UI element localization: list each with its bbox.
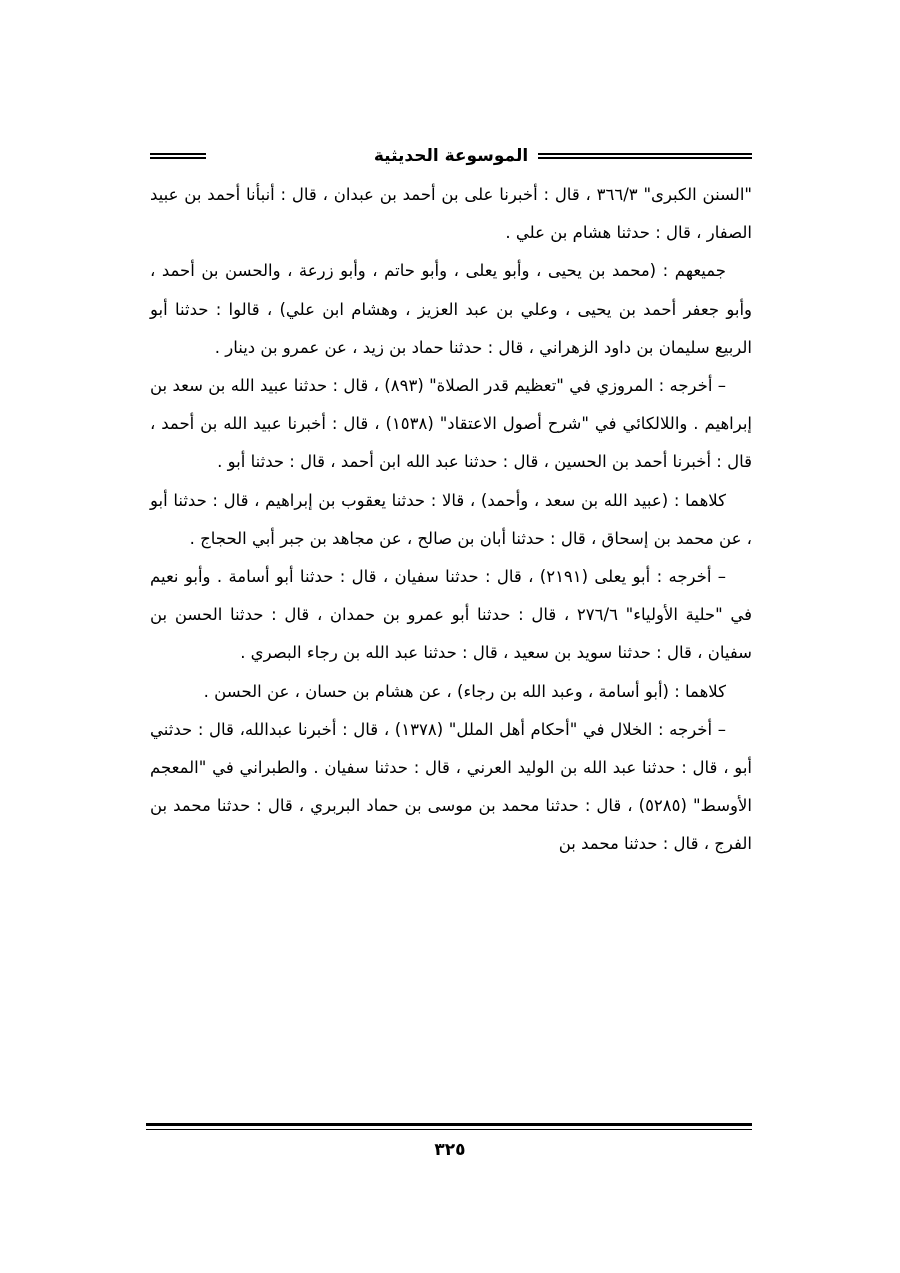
page-header [150, 142, 752, 172]
paragraph: كلاهما : (عبيد الله بن سعد ، وأحمد) ، قالا : حدثنا يعقوب بن إبراهيم ، قال : حدثنا أبو ، عن محمد بن إسحاق ، قال : حدثنا أبان بن صالح ، عن مجاهد بن جبر أبي الحجاج . [150, 490, 752, 548]
paragraph: – أخرجه : الخلال في "أحكام أهل الملل" (١٣٧٨) ، قال : أخبرنا عبدالله، قال : حدثني أبو ، قال : حدثنا عبد الله بن الوليد العرني ، قال : حدثنا سفيان . والطبراني في "المعجم الأوسط" (٥٢٨٥) ، قال : حدثنا محمد بن موسى بن حماد البربري ، قال : حدثنا محمد بن الفرج ، قال : حدثنا محمد بن [150, 719, 752, 854]
footer-rule-thin [146, 1129, 752, 1130]
header-title: الموسوعة الحديثية [364, 146, 538, 166]
body-text [150, 176, 752, 864]
paragraph: – أخرجه : المروزي في "تعظيم قدر الصلاة" (٨٩٣) ، قال : حدثنا عبيد الله بن سعد بن إبراهيم . واللالكائي في "شرح أصول الاعتقاد" (١٥٣٨) ، قال : أخبرنا عبيد الله بن أحمد ، قال : أخبرنا أحمد بن الحسين ، قال : حدثنا عبد الله ابن أحمد ، قال : حدثنا أبو . [150, 376, 753, 472]
paragraph: جميعهم : (محمد بن يحيى ، وأبو يعلى ، وأبو حاتم ، وأبو زرعة ، والحسن بن أحمد ، وأبو جعفر أحمد بن يحيى ، وعلي بن عبد العزيز ، وهشام ابن علي) ، قالوا : حدثنا أبو الربيع سليمان بن داود الزهراني ، قال : حدثنا حماد بن زيد ، عن عمرو بن دينار . [150, 261, 752, 357]
footer-rule-thick [146, 1123, 752, 1126]
header-title-wrap [150, 142, 752, 170]
paragraph: كلاهما : (أبو أسامة ، وعبد الله بن رجاء) ، عن هشام بن حسان ، عن الحسن . [203, 681, 726, 701]
page-number: ٣٢٥ [434, 1140, 466, 1160]
paragraph: – أخرجه : أبو يعلى (٢١٩١) ، قال : حدثنا سفيان ، قال : حدثنا أبو أسامة . وأبو نعيم في "حلية الأولياء" ٢٧٦/٦ ، قال : حدثنا أبو عمرو بن حمدان ، قال : حدثنا الحسن بن سفيان ، قال : حدثنا سويد بن سعيد ، قال : حدثنا عبد الله بن رجاء البصري . [150, 567, 752, 663]
paragraph: "السنن الكبرى" ٣٦٦/٣ ، قال : أخبرنا على بن أحمد بن عبدان ، قال : أنبأنا أحمد بن عبيد الصفار ، قال : حدثنا هشام بن علي . [150, 185, 753, 243]
